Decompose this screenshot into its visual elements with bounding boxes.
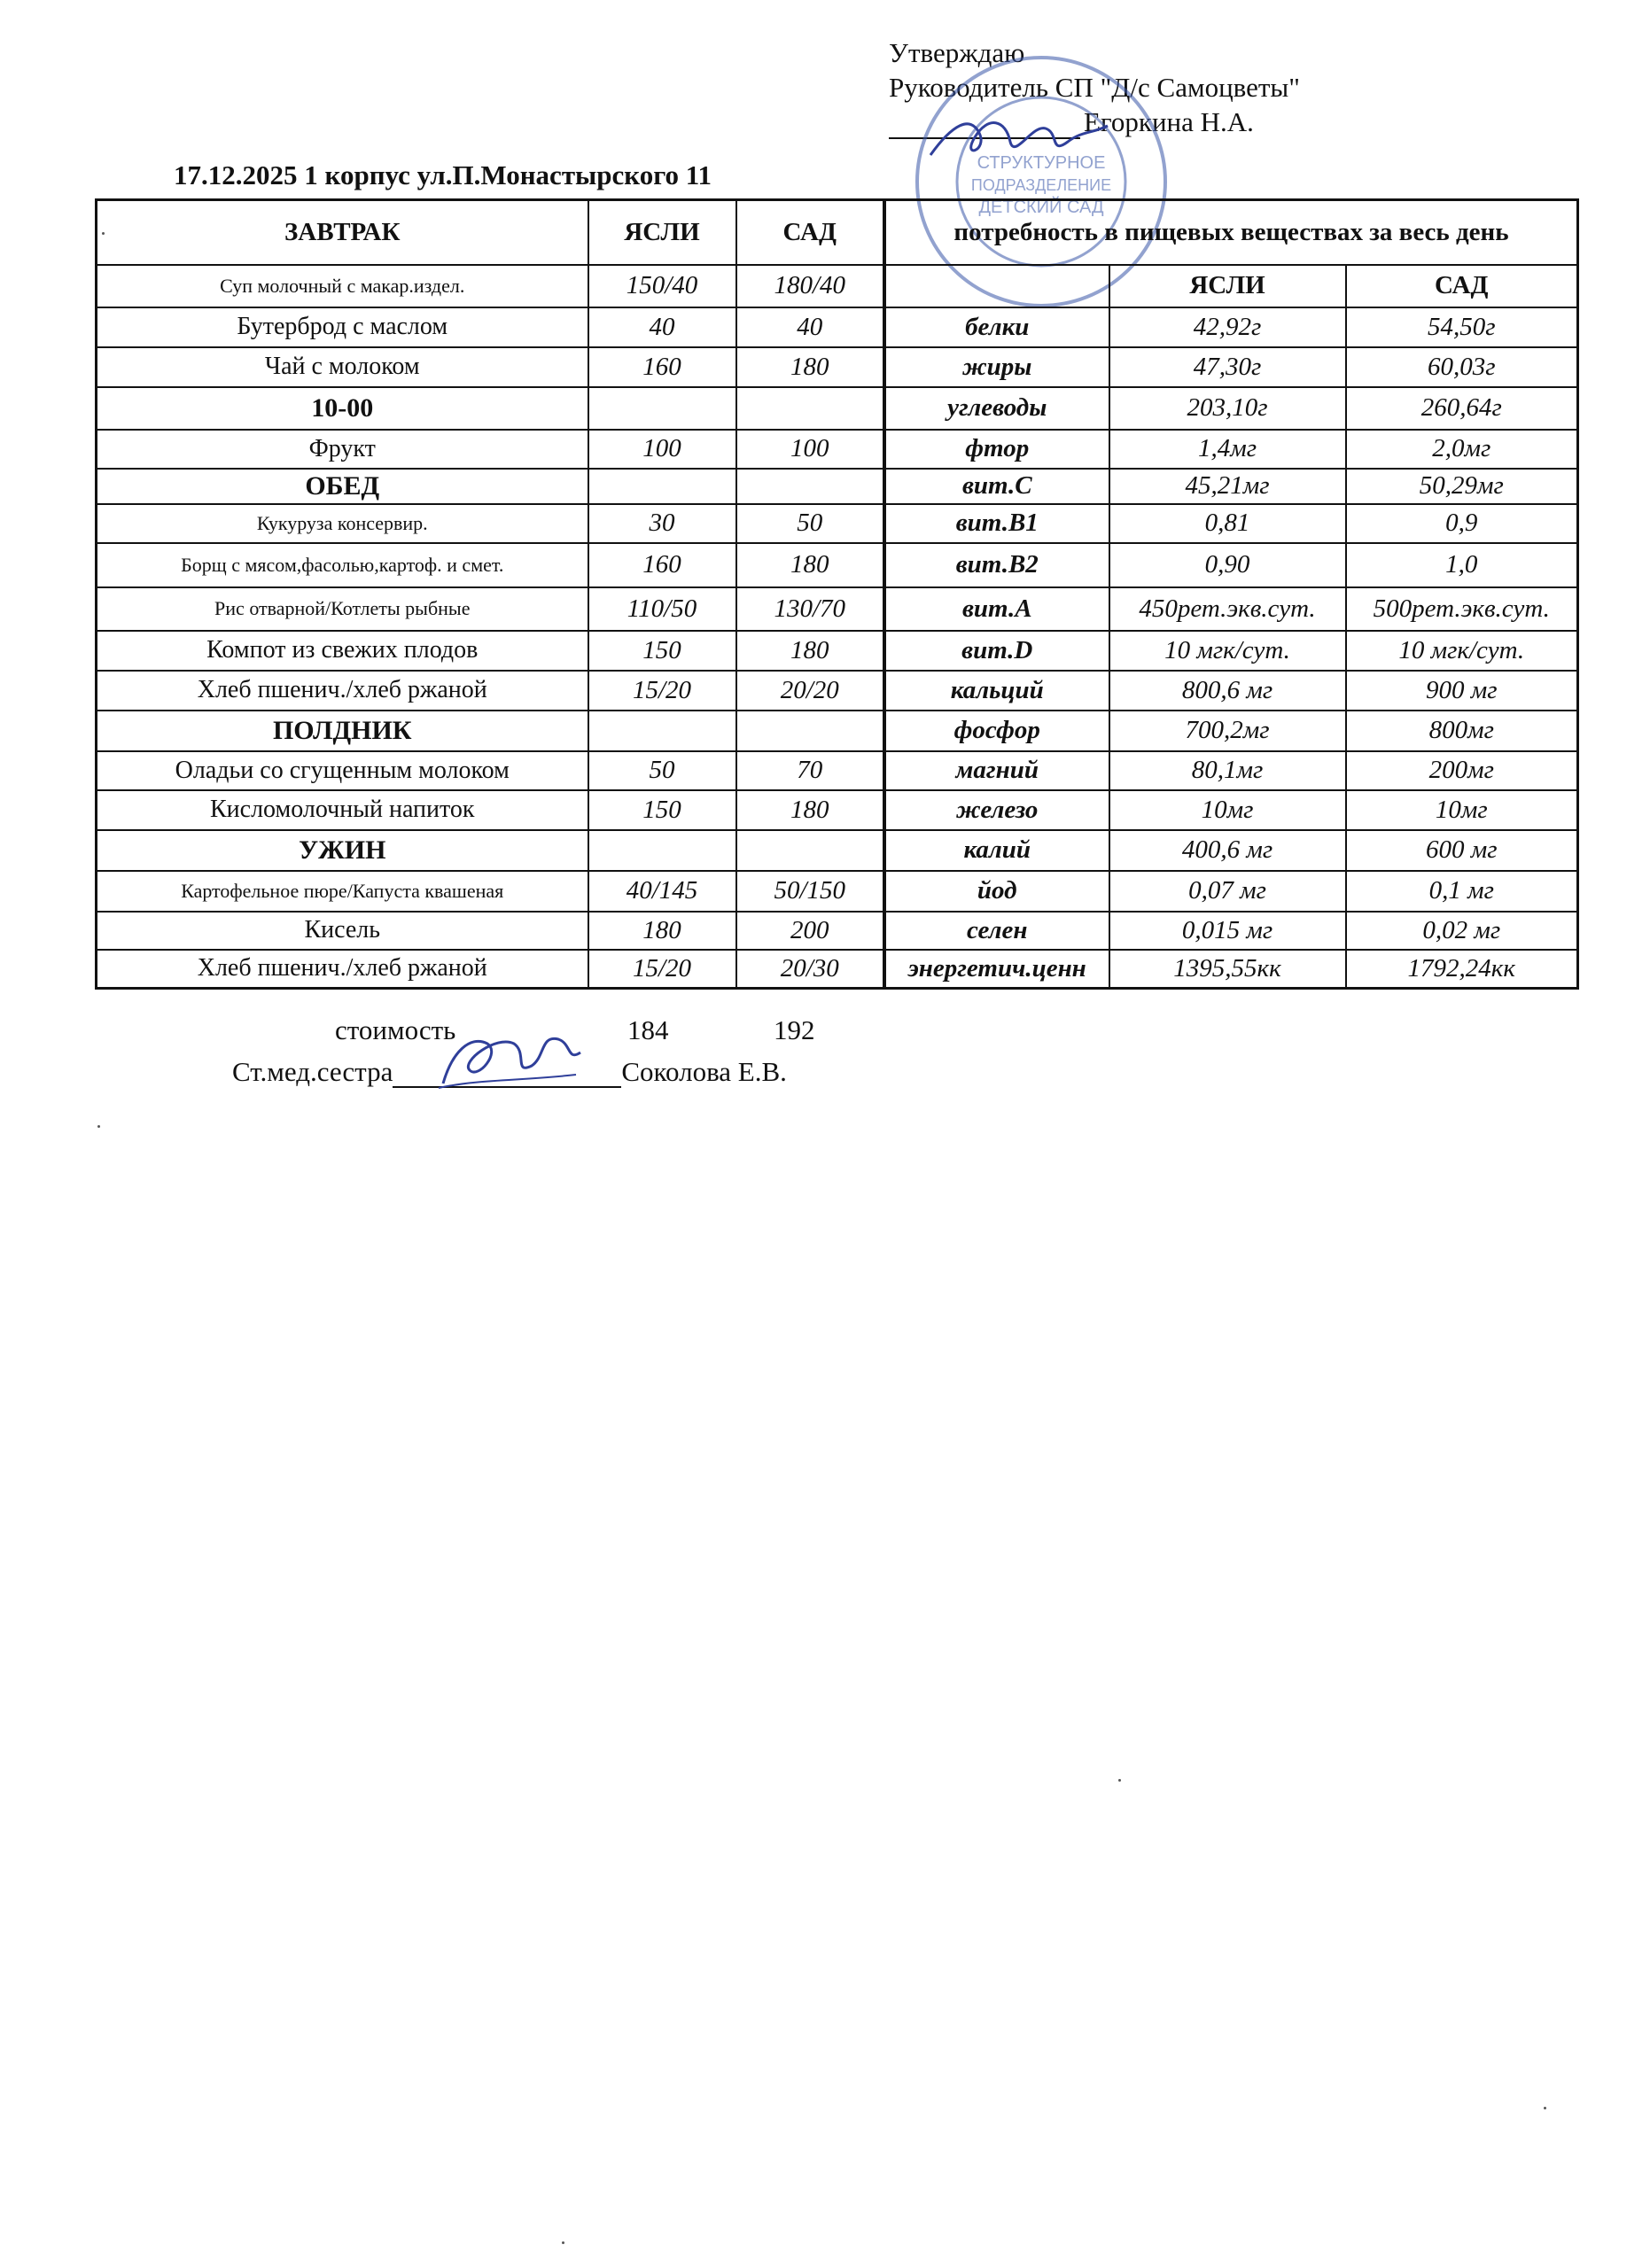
nutrient-name: железо: [885, 790, 1109, 830]
nutrition-subheader-row: [885, 265, 1578, 307]
menu-row: [97, 307, 884, 347]
nutrient-row: [885, 543, 1578, 587]
nutrient-name: жиры: [885, 347, 1109, 387]
nutrient-name: йод: [885, 871, 1109, 912]
meal-section-label: УЖИН: [97, 830, 588, 871]
nutrient-value-yasli: 450рет.экв.сут.: [1109, 587, 1346, 631]
nurse-name: Соколова Е.В.: [621, 1056, 787, 1087]
stamp-text-2: ПОДРАЗДЕЛЕНИЕ: [970, 176, 1112, 194]
header-sad: САД: [736, 200, 884, 265]
scan-speck: [562, 2241, 564, 2244]
approval-signature-line: [889, 105, 1300, 139]
nutrient-value-sad: 10мг: [1346, 790, 1578, 830]
nutrient-value-yasli: 0,015 мг: [1109, 912, 1346, 950]
approval-block: [889, 35, 1300, 139]
nutrient-value-sad: 900 мг: [1346, 671, 1578, 711]
stamp-text-3: ДЕТСКИЙ САД: [978, 198, 1104, 217]
nutrient-value-yasli: 400,6 мг: [1109, 830, 1346, 871]
portion-yasli: 110/50: [588, 587, 736, 631]
nutrient-name: вит.В2: [885, 543, 1109, 587]
portion-yasli: 100: [588, 430, 736, 469]
nutrient-value-sad: 2,0мг: [1346, 430, 1578, 469]
header-meal: ЗАВТРАК: [97, 200, 588, 265]
approver-name: Егоркина Н.А.: [1084, 106, 1254, 137]
dish-name: Хлеб пшенич./хлеб ржаной: [97, 950, 588, 989]
portion-sad: [736, 387, 884, 430]
portion-sad: 180: [736, 790, 884, 830]
portion-yasli: 180: [588, 912, 736, 950]
nutrient-row: [885, 504, 1578, 543]
nutrient-name: кальций: [885, 671, 1109, 711]
nutrient-value-yasli: 0,90: [1109, 543, 1346, 587]
nutrient-name: вит.В1: [885, 504, 1109, 543]
nutrient-value-sad: 0,1 мг: [1346, 871, 1578, 912]
dish-name: Кисломолочный напиток: [97, 790, 588, 830]
menu-row: [97, 387, 884, 430]
nutrient-value-sad: 200мг: [1346, 751, 1578, 790]
menu-row: [97, 790, 884, 830]
nutrient-name: вит.D: [885, 631, 1109, 671]
nutrient-col-sad: САД: [1346, 265, 1578, 307]
menu-row: [97, 587, 884, 631]
nutrient-value-yasli: 10мг: [1109, 790, 1346, 830]
menu-row: [97, 543, 884, 587]
nutrient-row: [885, 387, 1578, 430]
nutrient-value-yasli: 80,1мг: [1109, 751, 1346, 790]
portion-yasli: 150: [588, 631, 736, 671]
nutrient-value-yasli: 42,92г: [1109, 307, 1346, 347]
meal-section-label: ОБЕД: [97, 469, 588, 504]
nutrient-row: [885, 790, 1578, 830]
portion-sad: 200: [736, 912, 884, 950]
cost-sad: 192: [774, 1014, 815, 1045]
portion-sad: 70: [736, 751, 884, 790]
nutrient-col-yasli: ЯСЛИ: [1109, 265, 1346, 307]
portion-sad: 50: [736, 504, 884, 543]
nutrient-value-yasli: 1,4мг: [1109, 430, 1346, 469]
menu-row: [97, 950, 884, 989]
portion-sad: 20/20: [736, 671, 884, 711]
portion-sad: 180: [736, 631, 884, 671]
portion-sad: 20/30: [736, 950, 884, 989]
portion-sad: 100: [736, 430, 884, 469]
header-yasli: ЯСЛИ: [588, 200, 736, 265]
nutrient-row: [885, 830, 1578, 871]
menu-row: [97, 469, 884, 504]
nutrient-name: калий: [885, 830, 1109, 871]
nutrient-name: фосфор: [885, 711, 1109, 751]
menu-row: [97, 265, 884, 307]
nutrient-name: углеводы: [885, 387, 1109, 430]
nutrient-value-yasli: 10 мгк/сут.: [1109, 631, 1346, 671]
portion-sad: 180/40: [736, 265, 884, 307]
portion-sad: 130/70: [736, 587, 884, 631]
nutrient-name: вит.С: [885, 469, 1109, 504]
nutrient-row: [885, 587, 1578, 631]
nutrient-row: [885, 912, 1578, 950]
portion-yasli: 15/20: [588, 950, 736, 989]
nutrient-value-sad: 60,03г: [1346, 347, 1578, 387]
portion-yasli: [588, 469, 736, 504]
menu-header-row: [97, 200, 884, 265]
nutrient-value-yasli: 800,6 мг: [1109, 671, 1346, 711]
menu-row: [97, 871, 884, 912]
portion-yasli: 160: [588, 347, 736, 387]
nutrient-value-sad: 500рет.экв.сут.: [1346, 587, 1578, 631]
dish-name: Рис отварной/Котлеты рыбные: [97, 587, 588, 631]
portion-yasli: 150: [588, 790, 736, 830]
nutrient-value-sad: 10 мгк/сут.: [1346, 631, 1578, 671]
menu-row: [97, 751, 884, 790]
nutrient-value-sad: 54,50г: [1346, 307, 1578, 347]
nutrient-name: вит.А: [885, 587, 1109, 631]
nutrient-row: [885, 631, 1578, 671]
dish-name: Кисель: [97, 912, 588, 950]
nutrient-row: [885, 671, 1578, 711]
nutrient-name: фтор: [885, 430, 1109, 469]
dish-name: Оладьи со сгущенным молоком: [97, 751, 588, 790]
nutrient-row: [885, 307, 1578, 347]
dish-name: Фрукт: [97, 430, 588, 469]
menu-row: [97, 430, 884, 469]
portion-sad: [736, 469, 884, 504]
nutrient-value-yasli: 203,10г: [1109, 387, 1346, 430]
portion-sad: 180: [736, 543, 884, 587]
portion-yasli: [588, 387, 736, 430]
menu-row: [97, 830, 884, 871]
scan-speck: [102, 232, 105, 235]
nutrient-name: белки: [885, 307, 1109, 347]
nutrient-name: магний: [885, 751, 1109, 790]
nutrient-value-sad: 1792,24кк: [1346, 950, 1578, 989]
nutrient-value-sad: 50,29мг: [1346, 469, 1578, 504]
dish-name: Картофельное пюре/Капуста квашеная: [97, 871, 588, 912]
signature-underline: [889, 111, 1080, 139]
portion-yasli: 160: [588, 543, 736, 587]
dish-name: Борщ с мясом,фасолью,картоф. и смет.: [97, 543, 588, 587]
dish-name: Бутерброд с маслом: [97, 307, 588, 347]
nurse-line: [232, 1056, 787, 1088]
portion-yasli: 40: [588, 307, 736, 347]
menu-row: [97, 504, 884, 543]
meal-section-label: ПОЛДНИК: [97, 711, 588, 751]
meal-section-label: 10-00: [97, 387, 588, 430]
nutrient-value-yasli: 47,30г: [1109, 347, 1346, 387]
portion-yasli: 150/40: [588, 265, 736, 307]
nutrient-row: [885, 430, 1578, 469]
nutrient-value-sad: 600 мг: [1346, 830, 1578, 871]
cost-yasli: 184: [627, 1014, 669, 1045]
dish-name: Хлеб пшенич./хлеб ржаной: [97, 671, 588, 711]
nutrient-row: [885, 950, 1578, 989]
dish-name: Компот из свежих плодов: [97, 631, 588, 671]
nutrient-name: селен: [885, 912, 1109, 950]
portion-yasli: [588, 830, 736, 871]
dish-name: Чай с молоком: [97, 347, 588, 387]
portion-yasli: 50: [588, 751, 736, 790]
nutrient-col-blank: [885, 265, 1109, 307]
approval-label: Утверждаю: [889, 37, 1025, 68]
nutrient-value-sad: 800мг: [1346, 711, 1578, 751]
cost-label: стоимость: [335, 1014, 456, 1045]
nutrient-name: энергетич.ценн: [885, 950, 1109, 989]
portion-yasli: 15/20: [588, 671, 736, 711]
dish-name: Суп молочный с макар.издел.: [97, 265, 588, 307]
dish-name: Кукуруза консервир.: [97, 504, 588, 543]
menu-table: [95, 198, 885, 990]
nutrient-value-yasli: 0,81: [1109, 504, 1346, 543]
portion-sad: 180: [736, 347, 884, 387]
nutrient-row: [885, 871, 1578, 912]
menu-row: [97, 912, 884, 950]
page-title: 17.12.2025 1 корпус ул.П.Монастырского 11: [174, 159, 712, 190]
nutrient-row: [885, 469, 1578, 504]
nutrient-value-yasli: 1395,55кк: [1109, 950, 1346, 989]
scan-speck: [1118, 1779, 1121, 1782]
nutrient-value-yasli: 0,07 мг: [1109, 871, 1346, 912]
scan-speck: [97, 1125, 100, 1128]
portion-yasli: [588, 711, 736, 751]
nutrient-row: [885, 751, 1578, 790]
stamp-text-1: СТРУКТУРНОЕ: [977, 153, 1106, 173]
nurse-signature-underline: [393, 1061, 621, 1088]
nutrient-value-yasli: 45,21мг: [1109, 469, 1346, 504]
approval-position: Руководитель СП "Д/с Самоцветы": [889, 72, 1300, 103]
nutrient-value-sad: 0,9: [1346, 504, 1578, 543]
nutrient-value-sad: 260,64г: [1346, 387, 1578, 430]
nutrient-value-sad: 1,0: [1346, 543, 1578, 587]
portion-yasli: 40/145: [588, 871, 736, 912]
nutrient-row: [885, 711, 1578, 751]
portion-sad: 50/150: [736, 871, 884, 912]
nurse-label: Ст.мед.сестра: [232, 1056, 393, 1087]
menu-row: [97, 671, 884, 711]
menu-row: [97, 347, 884, 387]
nutrient-row: [885, 347, 1578, 387]
menu-row: [97, 711, 884, 751]
menu-row: [97, 631, 884, 671]
nutrient-value-sad: 0,02 мг: [1346, 912, 1578, 950]
portion-yasli: 30: [588, 504, 736, 543]
nutrition-header-row: [885, 200, 1578, 265]
nutrient-value-yasli: 700,2мг: [1109, 711, 1346, 751]
portion-sad: [736, 711, 884, 751]
nutrition-header: потребность в пищевых веществах за весь день: [885, 200, 1578, 265]
nutrition-table: [883, 198, 1579, 990]
portion-sad: 40: [736, 307, 884, 347]
scan-speck: [1544, 2107, 1546, 2109]
portion-sad: [736, 830, 884, 871]
